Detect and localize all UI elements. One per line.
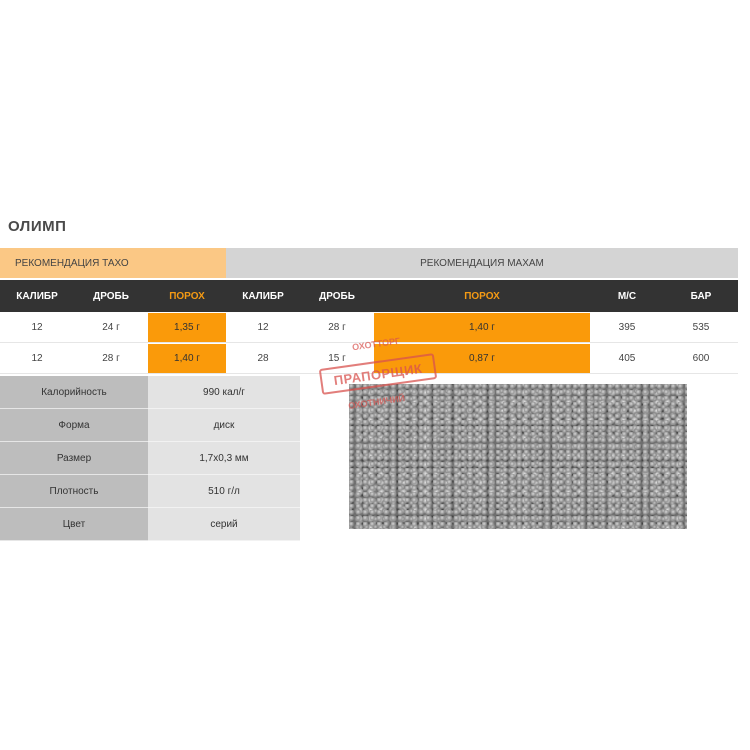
cell-shot: 28 г: [102, 353, 120, 364]
cell-shot-maxam: 15 г: [328, 353, 346, 364]
cell-speed: 405: [618, 353, 636, 364]
property-label: Размер: [0, 442, 148, 475]
page-title: ОЛИМП: [8, 218, 67, 235]
recommendation-taxo: РЕКОМЕНДАЦИЯ ТАХО: [0, 248, 226, 278]
cell-powder: 1,35 г: [148, 313, 226, 342]
property-label: Форма: [0, 409, 148, 442]
property-row: [0, 508, 300, 541]
cell-powder-maxam: 0,87 г: [374, 344, 590, 373]
recommendation-row: [0, 248, 738, 278]
stamp-top-text: ОХОТТОРГ: [351, 335, 401, 353]
recommendation-maxam: РЕКОМЕНДАЦИЯ MAXAM: [226, 248, 738, 278]
property-label: Плотность: [0, 475, 148, 508]
property-label: Цвет: [0, 508, 148, 541]
stamp-bottom-text: ОХОТНИЧИЙ: [347, 393, 406, 411]
cell-caliber: 12: [31, 322, 43, 333]
header-powder-maxam: ПОРОХ: [464, 290, 500, 302]
cell-caliber: 12: [31, 353, 43, 364]
property-value: 510 г/л: [148, 475, 300, 508]
cell-powder: 1,40 г: [148, 344, 226, 373]
cell-caliber-maxam: 28: [257, 353, 269, 364]
properties-table: [0, 376, 300, 541]
cell-powder-maxam: 1,40 г: [374, 313, 590, 342]
header-pressure: БАР: [690, 290, 712, 302]
cell-shot-maxam: 28 г: [328, 322, 346, 333]
property-row: [0, 475, 300, 508]
cell-pressure: 535: [692, 322, 710, 333]
property-row: [0, 442, 300, 475]
property-value: 990 кал/г: [148, 376, 300, 409]
header-caliber: КАЛИБР: [16, 290, 58, 302]
header-speed: М/С: [617, 290, 637, 302]
header-powder: ПОРОХ: [169, 290, 205, 302]
property-row: [0, 376, 300, 409]
table-header-row: [0, 280, 738, 312]
property-value: серий: [148, 508, 300, 541]
cell-caliber-maxam: 12: [257, 322, 269, 333]
stamp-main-text: ПРАПОРЩИК: [319, 353, 437, 395]
header-caliber-maxam: КАЛИБР: [242, 290, 284, 302]
watermark-stamp: [312, 337, 442, 417]
cell-pressure: 600: [692, 353, 710, 364]
property-value: диск: [148, 409, 300, 442]
cell-speed: 395: [618, 322, 636, 333]
property-value: 1,7х0,3 мм: [148, 442, 300, 475]
property-label: Калорийность: [0, 376, 148, 409]
cell-shot: 24 г: [102, 322, 120, 333]
property-row: [0, 409, 300, 442]
header-shot: ДРОБЬ: [93, 290, 129, 302]
header-shot-maxam: ДРОБЬ: [319, 290, 355, 302]
